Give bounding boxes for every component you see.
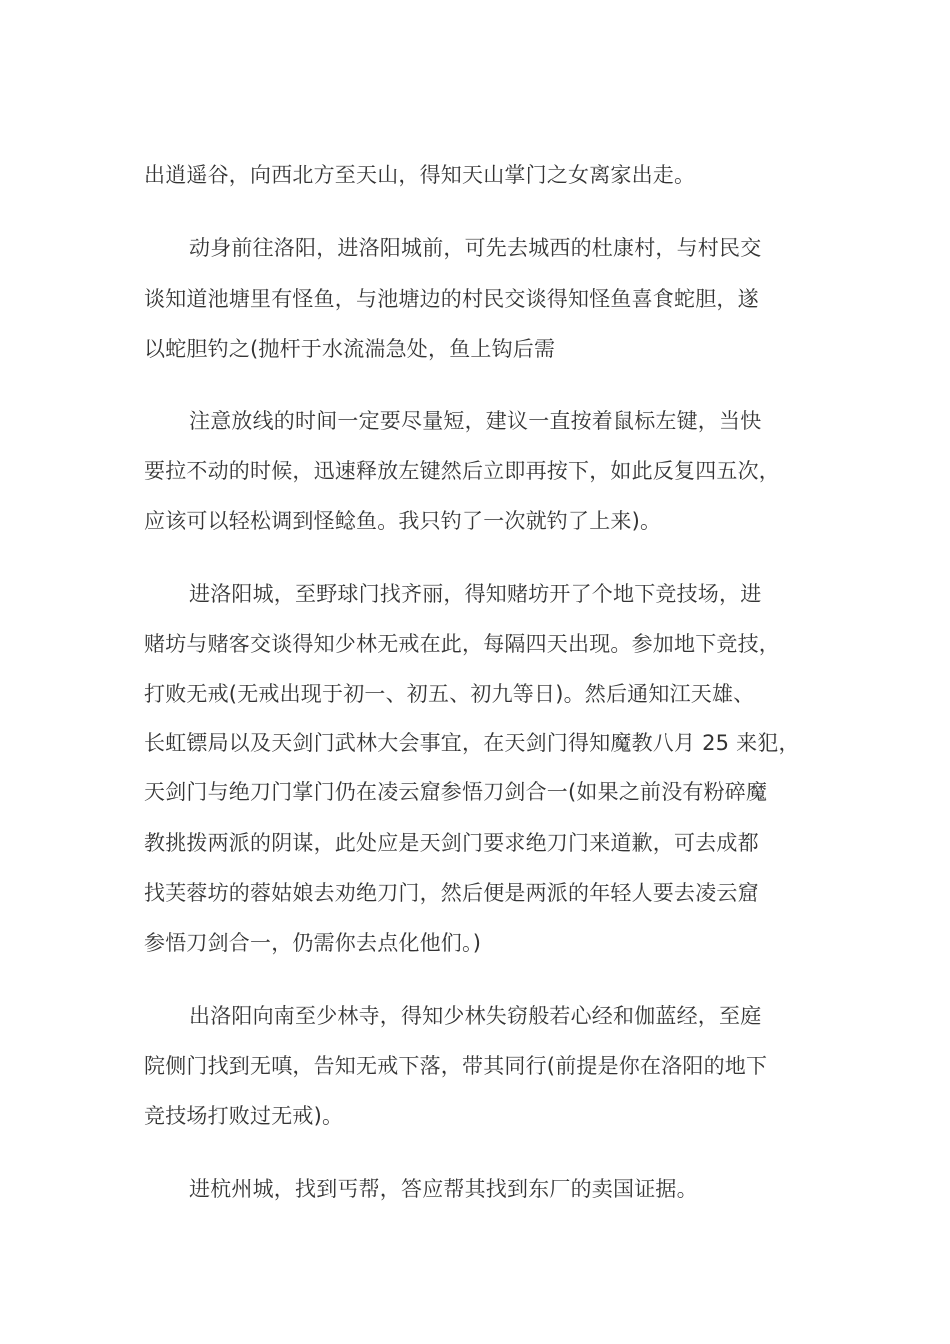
paragraph-line: 进杭州城，找到丐帮，答应帮其找到东厂的卖国证据。	[189, 1177, 698, 1201]
paragraph-line: 竞技场打败过无戒)。	[144, 1104, 344, 1128]
paragraph-line: 动身前往洛阳，进洛阳城前，可先去城西的杜康村，与村民交	[189, 236, 762, 260]
paragraph-line: 打败无戒(无戒出现于初一、初五、初九等日)。然后通知江天雄、	[144, 682, 755, 706]
paragraph-line: 注意放线的时间一定要尽量短，建议一直按着鼠标左键，当快	[189, 409, 762, 433]
paragraph-line: 赌坊与赌客交谈得知少林无戒在此，每隔四天出现。参加地下竞技，	[144, 632, 780, 656]
paragraph-line: 应该可以轻松调到怪鲶鱼。我只钓了一次就钓了上来)。	[144, 509, 662, 533]
paragraph-line: 天剑门与绝刀门掌门仍在凌云窟参悟刀剑合一(如果之前没有粉碎魔	[144, 780, 768, 804]
paragraph-line: 参悟刀剑合一，仍需你去点化他们。)	[144, 931, 482, 955]
paragraph-line: 进洛阳城，至野球门找齐丽，得知赌坊开了个地下竞技场，进	[189, 582, 762, 606]
paragraph-line: 要拉不动的时候，迅速释放左键然后立即再按下，如此反复四五次，	[144, 459, 780, 483]
paragraph-line: 找芙蓉坊的蓉姑娘去劝绝刀门，然后便是两派的年轻人要去凌云窟	[144, 881, 759, 905]
paragraph-line: 院侧门找到无嗔，告知无戒下落，带其同行(前提是你在洛阳的地下	[144, 1054, 768, 1078]
paragraph-line: 长虹镖局以及天剑门武林大会事宜，在天剑门得知魔教八月 25 来犯，	[144, 731, 800, 755]
paragraph-line: 以蛇胆钓之(抛杆于水流湍急处，鱼上钩后需	[144, 337, 556, 361]
paragraph-line: 教挑拨两派的阴谋，此处应是天剑门要求绝刀门来道歉，可去成都	[144, 831, 759, 855]
paragraph-line: 出逍遥谷，向西北方至天山，得知天山掌门之女离家出走。	[144, 163, 696, 187]
paragraph-line: 出洛阳向南至少林寺，得知少林失窃般若心经和伽蓝经，至庭	[189, 1004, 762, 1028]
paragraph-line: 谈知道池塘里有怪鱼，与池塘边的村民交谈得知怪鱼喜食蛇胆，遂	[144, 287, 759, 311]
